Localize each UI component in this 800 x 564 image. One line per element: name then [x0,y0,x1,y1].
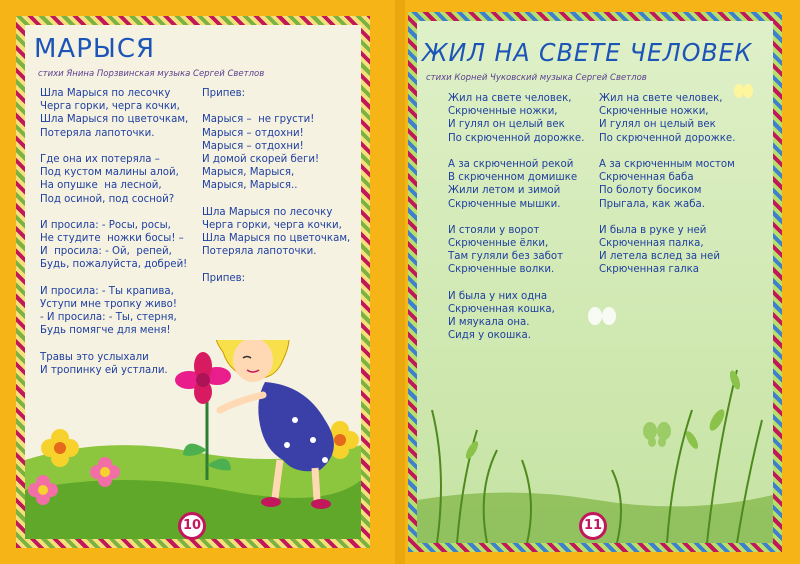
lyric-line: И была в руке у ней [599,224,707,236]
lyric-line: Марыся, Марыся.. [202,180,298,192]
lyric-line [599,211,735,224]
lyric-line: Марыся – не грусти! [202,114,315,126]
lyric-line [40,206,188,219]
lyric-line: Под осиной, под сосной? [40,193,175,205]
butterfly-icon [643,422,671,447]
lyric-line: Травы это услыхали [40,351,149,363]
lyric-line: Скрюченная палка, [599,238,704,250]
lyric-line: Сидя у окошка. [448,330,531,342]
lyric-line: По болоту босиком [599,185,702,197]
lyric-line: А за скрюченной рекой [448,158,574,170]
lyric-line: Под кустом малины алой, [40,167,179,179]
page-number: 10 [178,512,206,540]
lyric-line [202,100,350,113]
lyric-line: Будь помягче для меня! [40,325,171,337]
lyric-line: Скрюченные ножки, [448,106,558,118]
lyric-line: Шла Марыся по лесочку [40,88,171,99]
lyric-line: И просила: - Росы, росы, [40,219,171,231]
lyric-line: Прыгала, как жаба. [599,198,705,210]
lyric-line: Скрюченная кошка, [448,304,555,315]
lyric-line: Жил на свете человек, [599,93,723,104]
lyric-line: И просила: - Ты крапива, [40,285,174,297]
lyric-line: Скрюченная галка [599,264,700,276]
lyric-line [448,211,584,224]
lyric-line [599,145,735,158]
lyric-line: - И просила: - Ты, стерня, [40,312,177,324]
lyric-line [202,193,350,206]
lyrics-column-2 [599,92,735,277]
lyric-line [40,272,188,285]
lyric-line: Марыся – отдохни! [202,127,304,139]
lyrics-column-2 [202,87,350,285]
song-credits: стихи Янина Порзвинская музыка Сергей Светлов [38,69,265,79]
lyric-line: Черга горки, черга кочки, [202,219,342,231]
lyric-line: В скрюченном домишке [448,172,578,184]
lyric-line: Шла Марыся по цветочкам, [40,114,189,126]
lyric-line: И стояли у ворот [448,224,540,236]
lyric-line: Жил на свете человек, [448,93,572,104]
lyric-line: Не студите ножки босы! – [40,233,184,245]
lyrics-column-1 [40,87,188,377]
lyric-line: Потеряла лапоточки. [202,246,317,258]
lyric-line: Скрюченные ёлки, [448,238,549,250]
lyric-line: Там гуляли без забот [448,251,564,263]
lyric-line: И была у них одна [448,290,548,302]
lyric-line: По скрюченной дорожке. [599,132,736,144]
lyric-line: Скрюченные мышки. [448,198,561,210]
lyric-line [448,145,584,158]
lyric-line: Будь, пожалуйста, добрей! [40,259,188,271]
lyric-line: Жили летом и зимой [448,185,561,197]
lyric-line: А за скрюченным мостом [599,158,735,170]
lyric-line: Черга горки, черга кочки, [40,101,180,113]
lyric-line: Марыся, Марыся, [202,167,295,179]
butterfly-icon [588,307,616,325]
song-title: МАРЫСЯ [34,34,156,64]
lyric-line [202,258,350,271]
lyric-line [40,338,188,351]
lyric-line: И летела вслед за ней [599,251,720,263]
lyric-line: И домой скорей беги! [202,153,320,165]
lyric-line: Скрюченная баба [599,172,694,184]
butterfly-icon [733,82,755,104]
lyric-line: И тропинку ей устлали. [40,364,168,376]
song-title: ЖИЛ НА СВЕТЕ ЧЕЛОВЕК [422,38,753,67]
lyric-line: И гулял он целый век [448,119,565,131]
lyric-line: Потеряла лапоточки. [40,127,155,139]
song-credits: стихи Корней Чуковский музыка Сергей Светлов [426,73,647,83]
lyric-line: И мяукала она. [448,317,530,329]
lyric-line: Уступи мне тропку живо! [40,299,177,310]
book-gutter [395,0,405,564]
lyric-line: Где она их потеряла – [40,153,160,165]
lyric-line [448,277,584,290]
lyrics-column-1 [448,92,584,343]
lyric-line: Скрюченные волки. [448,264,555,276]
lyric-line [40,140,188,153]
lyric-line: Скрюченные ножки, [599,106,709,118]
lyric-line: Марыся – отдохни! [202,140,304,152]
lyric-line: На опушке на лесной, [40,180,162,192]
lyric-line: По скрюченной дорожке. [448,132,585,144]
lyric-line: Припев: [202,272,246,284]
lyric-line: И гулял он целый век [599,119,716,131]
lyric-line: И просила: - Ой, репей, [40,246,172,258]
lyric-line: Шла Марыся по лесочку [202,206,333,218]
lyric-line: Шла Марыся по цветочкам, [202,233,351,245]
lyric-line: Припев: [202,88,246,99]
page-number: 11 [579,512,607,540]
